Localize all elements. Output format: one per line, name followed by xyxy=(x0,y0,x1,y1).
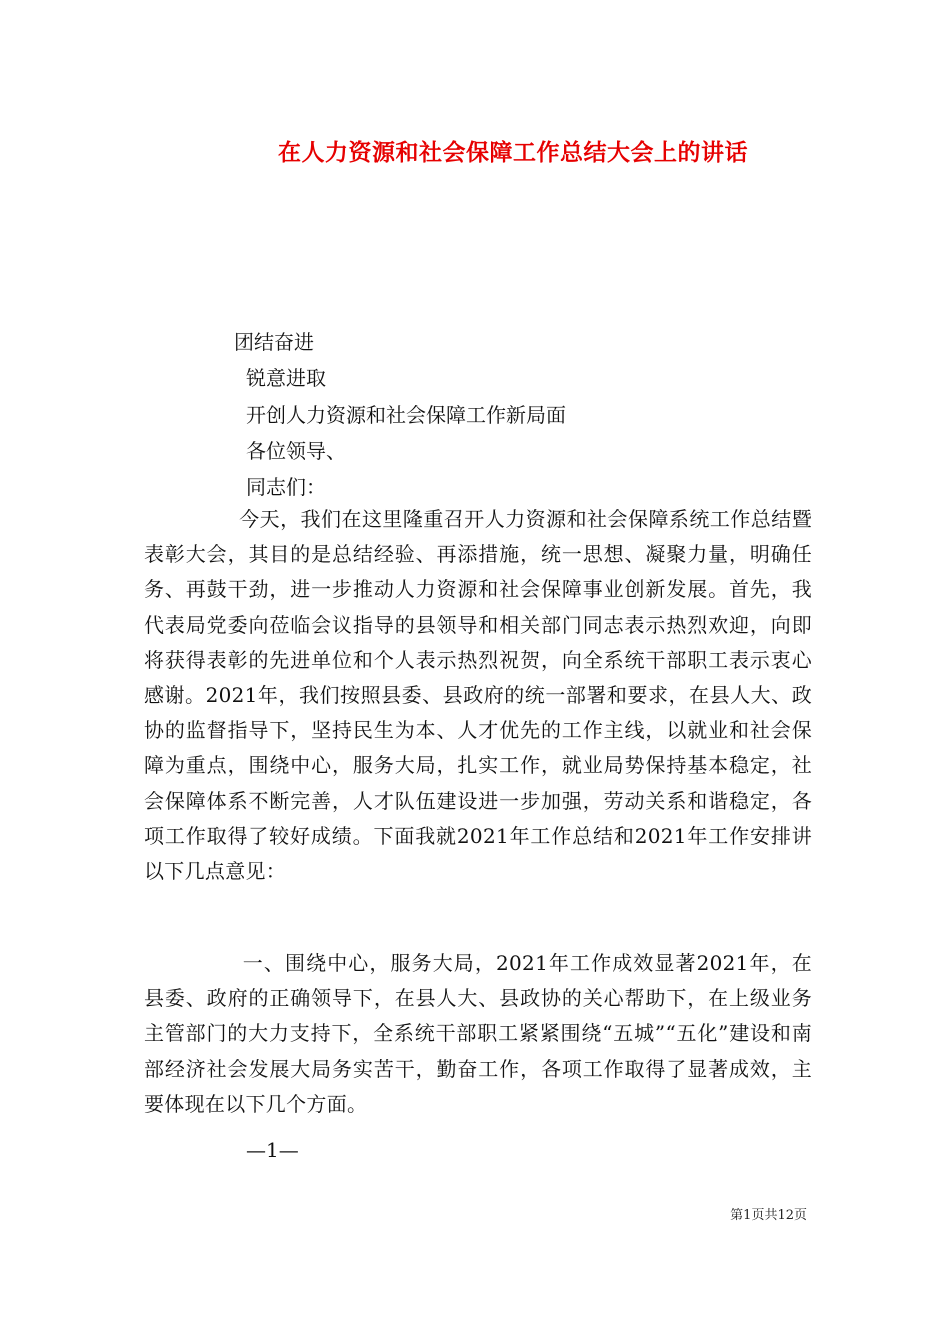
paragraph-text: 今天，我们在这里隆重召开人力资源和社会保障系统工作总结暨表彰大会，其目的是总结经验、再添措施，统一思想、凝聚力量，明确任务、再鼓干劲，进一步推动人力资源和社会保障事业创新发展。首先，我代表局党委向莅临会议指导的县领导和相关部门同志表示热烈欢迎，向即将获得表彰的先进单位和个人表示热烈祝贺，向全系统干部职工表示衷心感谢。2021年，我们按照县委、县政府的统一部署和要求，在县人大、政协的监督指导下，坚持民生为本、人才优先的工作主线，以就业和社会保障为重点，围绕中心，服务大局，扎实工作，就业局势保持基本稳定，社会保障体系不断完善，人才队伍建设进一步加强，劳动关系和谐稳定，各项工作取得了较好成绩。下面我就2021年工作总结和2021年工作安排讲以下几点意见： xyxy=(144,507,812,884)
document-title: 在人力资源和社会保障工作总结大会上的讲话 xyxy=(278,139,748,166)
body-paragraph xyxy=(144,502,812,889)
salutation-line-1: 各位领导、 xyxy=(246,439,346,463)
salutation-line-2: 同志们： xyxy=(246,475,326,499)
page-number-mark: —1— xyxy=(246,1138,299,1162)
body-paragraph xyxy=(144,946,812,1122)
header-line-3: 开创人力资源和社会保障工作新局面 xyxy=(246,403,566,427)
page-footer: 第1页共12页 xyxy=(730,1208,807,1223)
header-line-1: 团结奋进 xyxy=(234,330,314,354)
paragraph-text: 一、围绕中心，服务大局，2021年工作成效显著2021年，在县委、政府的正确领导下，在县人大、县政协的关心帮助下，在上级业务主管部门的大力支持下，全系统干部职工紧紧围绕“五城”“五化”建设和南部经济社会发展大局务实苦干，勤奋工作，各项工作取得了显著成效，主要体现在以下几个方面。 xyxy=(144,951,812,1116)
header-line-2: 锐意进取 xyxy=(246,366,326,390)
